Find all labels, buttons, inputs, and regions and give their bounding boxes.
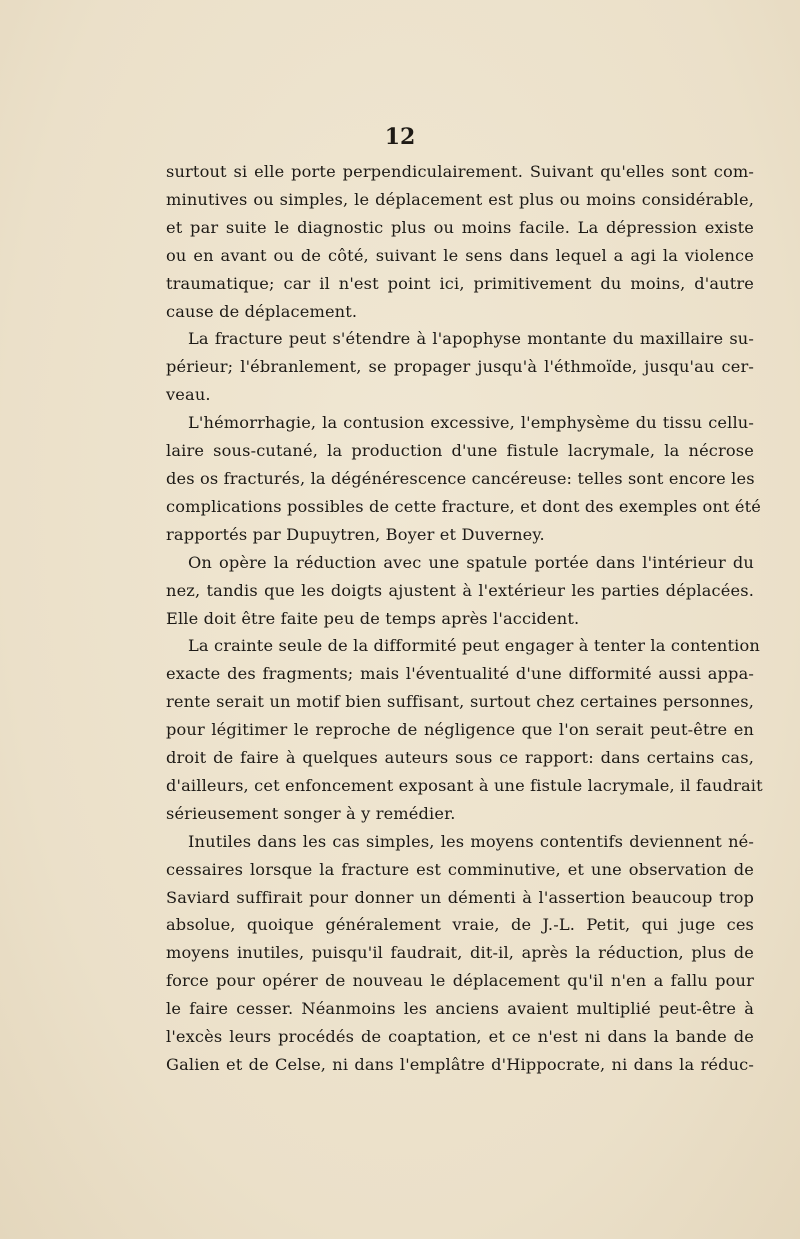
- page-number: 12: [384, 124, 416, 150]
- text-line: cause de déplacement.: [166, 301, 358, 321]
- paragraph: [166, 828, 754, 1079]
- text-line: laire sous-cutané, la production d'une fistule lacrymale, la nécrose: [166, 441, 754, 461]
- text-line: complications possibles de cette fracture, et dont des exemples ont été: [166, 496, 761, 516]
- text-line: l'excès leurs procédés de coaptation, et ce n'est ni dans la bande de: [166, 1027, 754, 1047]
- text-line: minutives ou simples, le déplacement est plus ou moins considérable,: [166, 189, 754, 209]
- text-line: rapportés par Dupuytren, Boyer et Duverney.: [166, 524, 545, 544]
- paragraph: [166, 632, 763, 827]
- text-line: exacte des fragments; mais l'éventualité d'une difformité aussi appa-: [166, 664, 754, 684]
- text-line: La fracture peut s'étendre à l'apophyse montante du maxillaire su-: [188, 329, 754, 349]
- text-line: On opère la réduction avec une spatule portée dans l'intérieur du: [188, 552, 754, 572]
- text-line: La crainte seule de la difformité peut engager à tenter la contention: [188, 636, 760, 656]
- text-line: et par suite le diagnostic plus ou moins facile. La dépression existe: [166, 217, 754, 237]
- text-line: périeur; l'ébranlement, se propager jusqu'à l'éthmoïde, jusqu'au cer-: [166, 357, 754, 377]
- text-line: surtout si elle porte perpendiculairement. Suivant qu'elles sont com-: [166, 162, 754, 181]
- paragraph: [166, 549, 754, 633]
- text-line: nez, tandis que les doigts ajustent à l'extérieur les parties déplacées.: [166, 580, 754, 600]
- text-line: Galien et de Celse, ni dans l'emplâtre d'Hippocrate, ni dans la réduc-: [166, 1055, 754, 1074]
- paragraph: [166, 158, 754, 325]
- text-line: ou en avant ou de côté, suivant le sens dans lequel a agi la violence: [166, 245, 754, 265]
- text-line: cessaires lorsque la fracture est comminutive, et une observation de: [166, 859, 754, 879]
- paragraph: [166, 325, 754, 409]
- text-line: des os fracturés, la dégénérescence cancéreuse: telles sont encore les: [166, 468, 755, 488]
- text-line: Elle doit être faite peu de temps après l'accident.: [166, 608, 580, 628]
- text-line: absolue, quoique généralement vraie, de J.-L. Petit, qui juge ces: [166, 915, 754, 935]
- text-line: pour légitimer le reproche de négligence que l'on serait peut-être en: [166, 720, 754, 740]
- text-line: L'hémorrhagie, la contusion excessive, l'emphysème du tissu cellu-: [188, 413, 754, 433]
- body-text: [166, 158, 763, 1079]
- text-line: d'ailleurs, cet enfoncement exposant à une fistule lacrymale, il faudrait: [166, 775, 763, 795]
- text-line: Saviard suffirait pour donner un démenti à l'assertion beaucoup trop: [166, 887, 754, 907]
- text-line: droit de faire à quelques auteurs sous ce rapport: dans certains cas,: [166, 748, 754, 768]
- text-line: veau.: [166, 385, 211, 405]
- text-line: moyens inutiles, puisqu'il faudrait, dit-il, après la réduction, plus de: [166, 943, 754, 963]
- text-line: traumatique; car il n'est point ici, primitivement du moins, d'autre: [166, 273, 754, 293]
- paragraph: [166, 409, 761, 549]
- text-line: sérieusement songer à y remédier.: [166, 803, 456, 823]
- text-line: rente serait un motif bien suffisant, surtout chez certaines personnes,: [166, 692, 754, 712]
- text-line: force pour opérer de nouveau le déplacement qu'il n'en a fallu pour: [166, 971, 754, 991]
- text-line: Inutiles dans les cas simples, les moyens contentifs deviennent né-: [188, 831, 754, 851]
- text-line: le faire cesser. Néanmoins les anciens avaient multiplié peut-être à: [166, 999, 754, 1019]
